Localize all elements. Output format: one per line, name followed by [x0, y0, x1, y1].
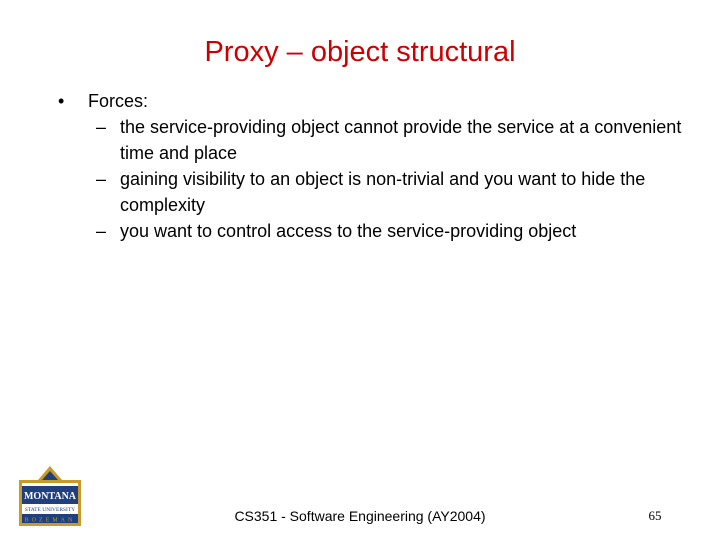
logo-text-bozeman: BOZEMAN — [24, 517, 76, 524]
sub-bullet-list — [58, 114, 698, 244]
logo-text-state: STATE UNIVERSITY — [24, 507, 76, 513]
slide-title: Proxy – object structural — [204, 36, 516, 68]
bullet-marker: • — [58, 91, 65, 111]
sub-bullet-item — [58, 114, 698, 166]
bullet-forces — [58, 88, 698, 114]
sub-bullet-item — [58, 166, 698, 218]
sub-bullet-text: you want to control access to the service-providing object — [120, 221, 577, 241]
sub-bullet-item — [58, 218, 698, 244]
dash-marker: – — [96, 117, 107, 137]
slide-content — [58, 88, 698, 244]
bullet-text: Forces: — [88, 91, 149, 111]
page-number: 65 — [648, 508, 662, 523]
sub-bullet-text: gaining visibility to an object is non-trivial and you want to hide the complexity — [120, 169, 646, 215]
dash-marker: – — [96, 221, 107, 241]
dash-marker: – — [96, 169, 107, 189]
footer-course: CS351 - Software Engineering (AY2004) — [234, 508, 486, 524]
logo-text-montana: MONTANA — [23, 491, 77, 502]
sub-bullet-text: the service-providing object cannot provide the service at a convenient time and place — [120, 117, 682, 163]
footer — [0, 508, 720, 524]
